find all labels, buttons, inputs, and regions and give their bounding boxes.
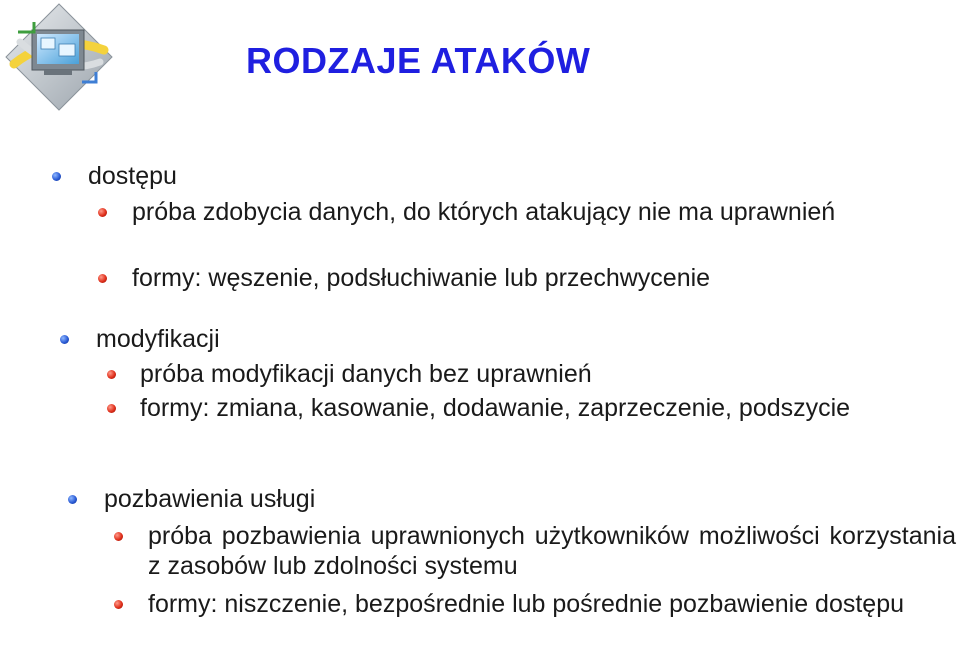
- red-bullet-icon: [98, 208, 107, 217]
- list-item: próba modyfikacji danych bez uprawnień: [140, 360, 592, 388]
- blue-bullet-icon: [52, 172, 61, 181]
- section-label: modyfikacji: [96, 325, 220, 353]
- section-label: pozbawienia usługi: [104, 485, 316, 513]
- list-item: próba pozbawienia uprawnionych użytkowników możliwości korzystania z zasobów lub zdolności systemu: [148, 522, 956, 580]
- blue-bullet-icon: [60, 335, 69, 344]
- red-bullet-icon: [98, 274, 107, 283]
- network-computers-logo: [4, 2, 114, 112]
- list-item: formy: zmiana, kasowanie, dodawanie, zaprzeczenie, podszycie: [140, 394, 851, 422]
- section-label: dostępu: [88, 162, 177, 190]
- blue-bullet-icon: [68, 495, 77, 504]
- red-bullet-icon: [114, 532, 123, 541]
- red-bullet-icon: [107, 404, 116, 413]
- list-item: formy: niszczenie, bezpośrednie lub pośrednie pozbawienie dostępu: [148, 590, 905, 618]
- list-item: próba zdobycia danych, do których atakujący nie ma uprawnień: [132, 198, 836, 226]
- red-bullet-icon: [107, 370, 116, 379]
- page-title: RODZAJE ATAKÓW: [246, 40, 591, 81]
- red-bullet-icon: [114, 600, 123, 609]
- list-item: formy: węszenie, podsłuchiwanie lub przechwycenie: [132, 264, 711, 292]
